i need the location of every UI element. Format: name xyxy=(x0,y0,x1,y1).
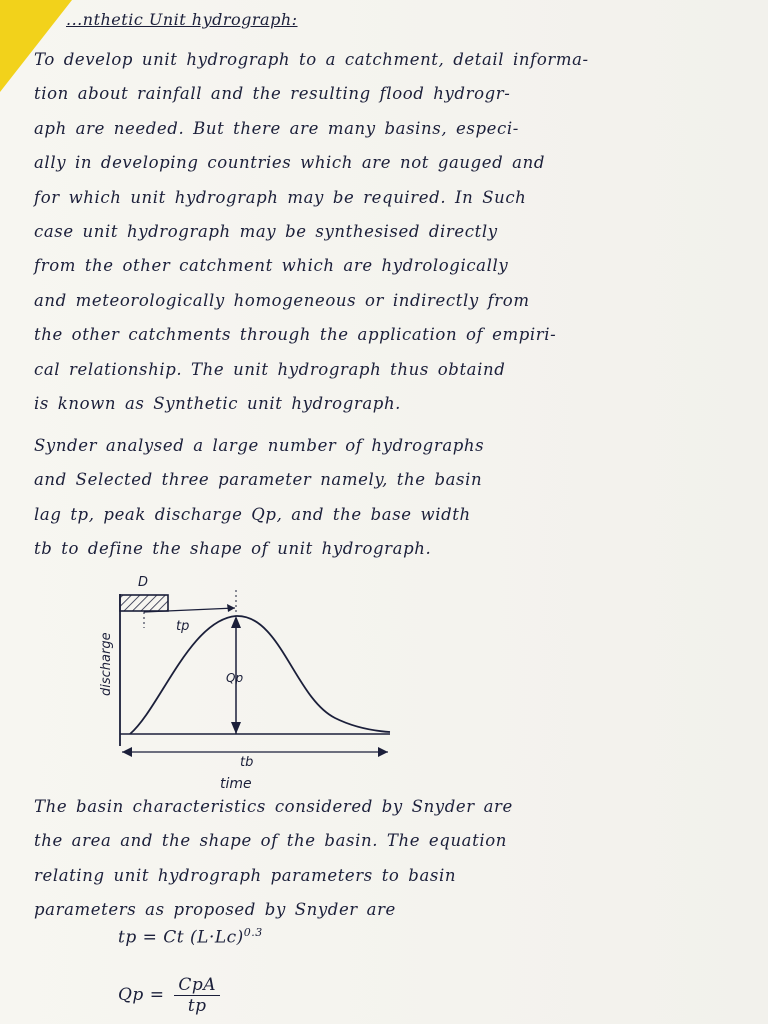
text-line: and meteorologically homogeneous or indirectly from xyxy=(34,290,530,310)
qp-arrowhead-bottom xyxy=(231,722,241,734)
x-axis-label: time xyxy=(220,776,252,792)
eq2-lhs: Qp = xyxy=(118,985,165,1005)
tb-arrowhead-right xyxy=(378,747,388,757)
unit-hydrograph-figure xyxy=(90,568,420,798)
text-line: case unit hydrograph may be synthesised directly xyxy=(34,222,498,242)
text-line: aph are needed. But there are many basins, especi- xyxy=(34,118,519,138)
tp-label: tp xyxy=(176,619,190,634)
basin-characteristics-paragraph xyxy=(34,790,724,928)
eq1-exponent: 0.3 xyxy=(243,926,263,939)
text-line: To develop unit hydrograph to a catchment, detail informa- xyxy=(34,50,589,69)
eq2-fraction xyxy=(174,975,220,1016)
equation-qp xyxy=(118,975,220,1016)
page-title: ...nthetic Unit hydrograph: xyxy=(66,10,298,29)
text-line: the other catchments through the application of empiri- xyxy=(34,325,557,345)
text-line: for which unit hydrograph may be required. In Such xyxy=(34,187,527,207)
intro-paragraph xyxy=(34,43,724,421)
snyder-paragraph xyxy=(34,429,724,567)
text-line: cal relationship. The unit hydrograph thus obtaind xyxy=(34,359,506,379)
text-line: Synder analysed a large number of hydrographs xyxy=(34,436,485,455)
hydrograph-curve xyxy=(130,616,390,734)
tp-arrowhead xyxy=(227,604,235,612)
tb-label: tb xyxy=(240,755,254,770)
text-line: parameters as proposed by Snyder are xyxy=(34,900,396,920)
text-line: The basin characteristics considered by Snyder are xyxy=(34,797,513,816)
y-axis-label: discharge xyxy=(99,632,114,696)
text-line: tb to define the shape of unit hydrograph. xyxy=(34,539,432,559)
duration-label: D xyxy=(138,575,149,590)
rainfall-duration-block xyxy=(120,595,168,611)
text-line: is known as Synthetic unit hydrograph. xyxy=(34,394,402,414)
equation-tp xyxy=(118,926,263,948)
text-line: lag tp, peak discharge Qp, and the base width xyxy=(34,504,471,524)
text-line: ally in developing countries which are not gauged and xyxy=(34,153,545,173)
eq2-denominator: tp xyxy=(187,996,207,1016)
text-line: tion about rainfall and the resulting flood hydrogr- xyxy=(34,84,511,104)
eq1-lhs: tp = xyxy=(118,927,158,948)
eq2-numerator: CpA xyxy=(174,975,220,996)
eq1-rhs: Ct (L·Lc) xyxy=(163,927,244,948)
text-line: relating unit hydrograph parameters to basin xyxy=(34,865,457,885)
text-line: from the other catchment which are hydrologically xyxy=(34,256,509,276)
tb-arrowhead-left xyxy=(122,747,132,757)
qp-arrowhead-top xyxy=(231,616,241,628)
text-line: the area and the shape of the basin. The equation xyxy=(34,831,507,851)
text-line: and Selected three parameter namely, the basin xyxy=(34,470,483,490)
qp-label: Qp xyxy=(226,671,244,685)
